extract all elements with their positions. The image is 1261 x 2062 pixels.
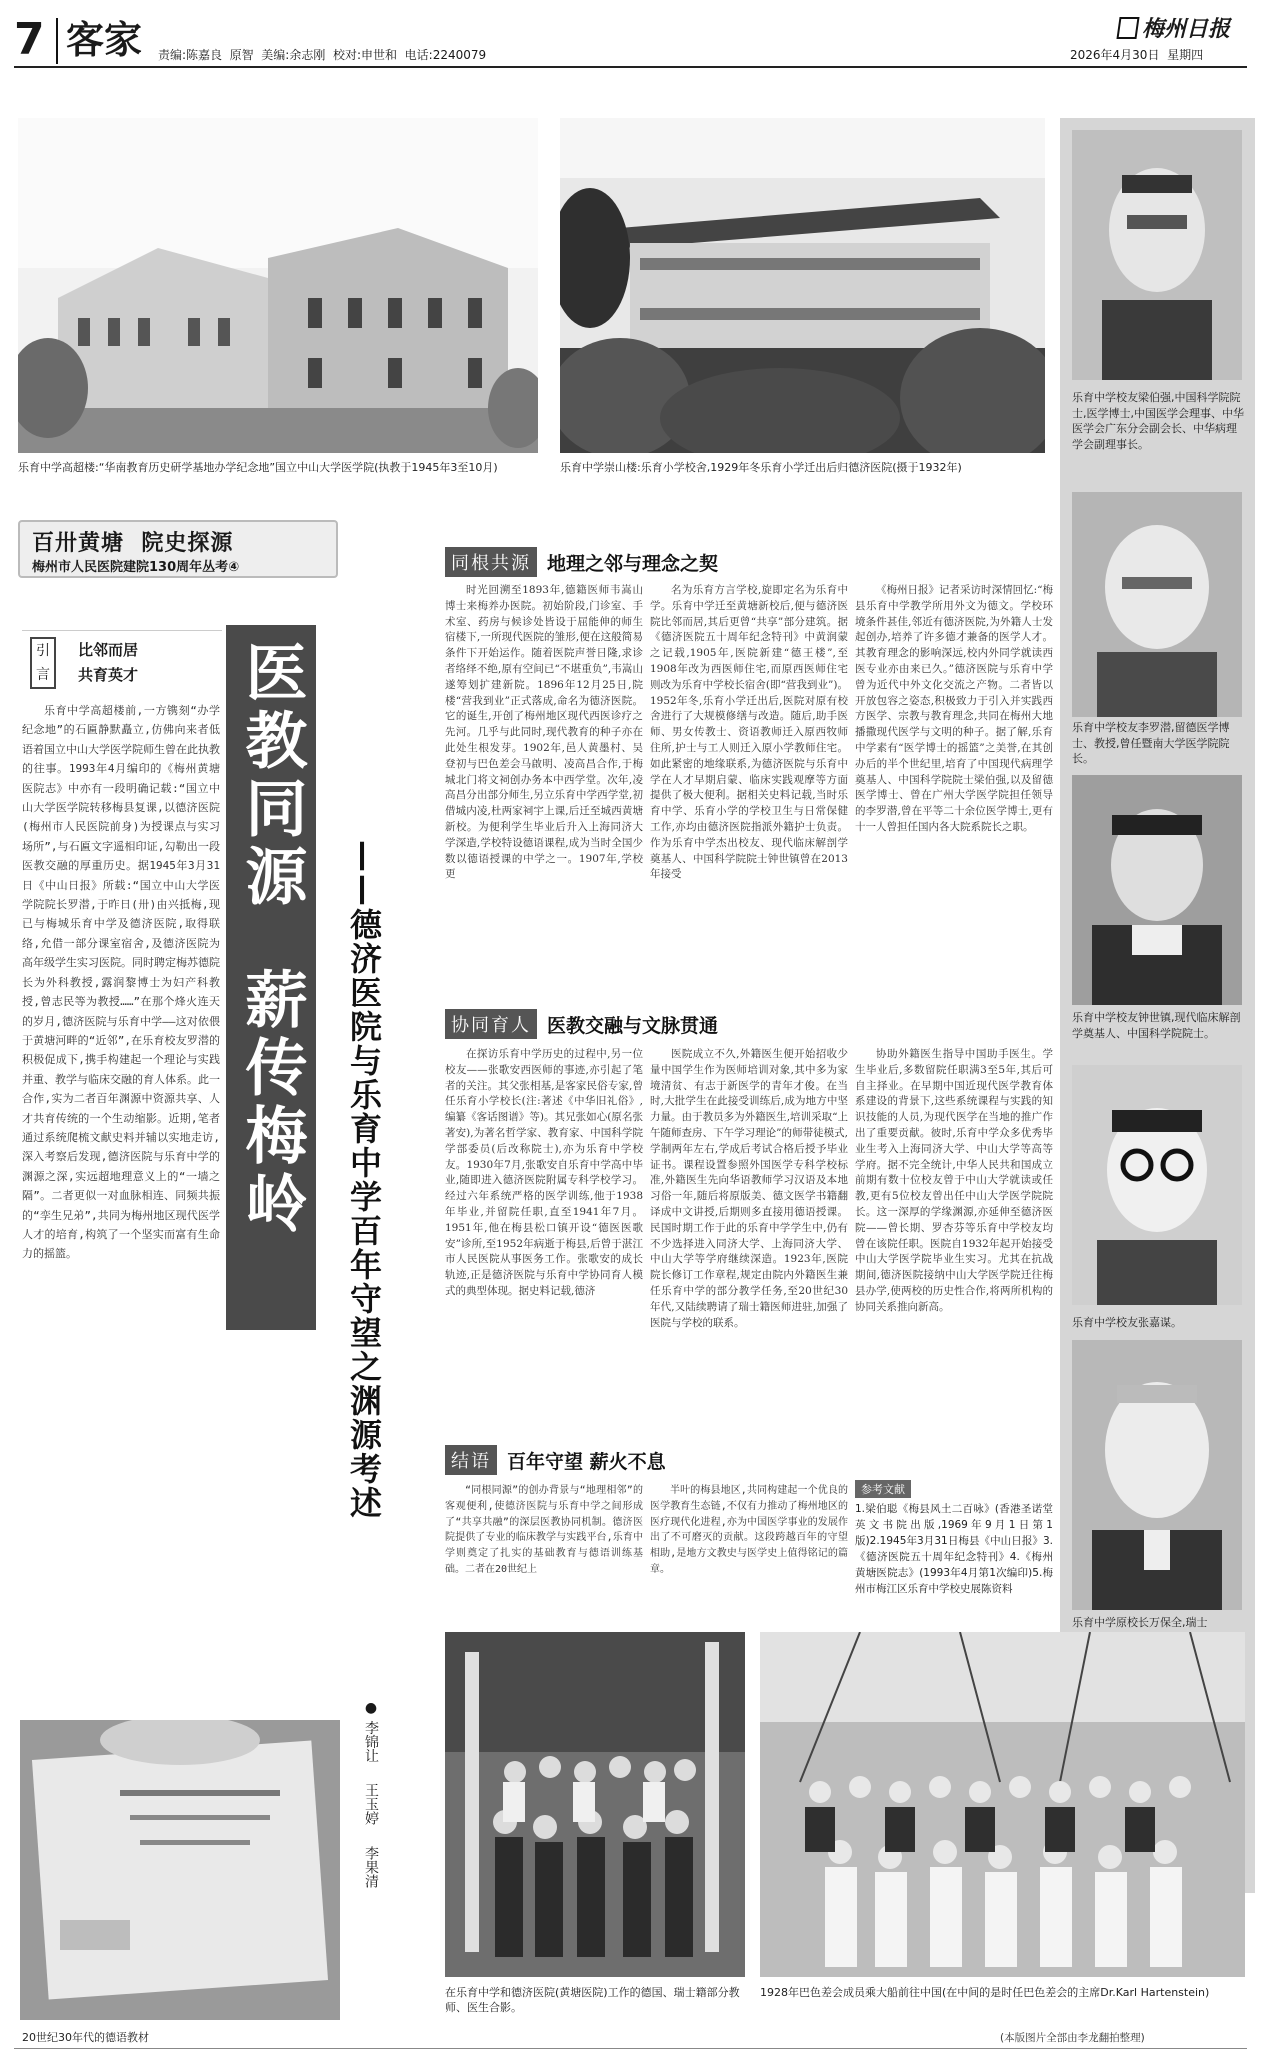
photo-credit-note: (本版图片全部由李龙翻拍整理) [1000, 2032, 1145, 2044]
photo-chongshan-building [560, 118, 1045, 453]
photo-staff-group [445, 1632, 745, 1977]
section-3-col-1 [445, 1483, 643, 1623]
series-banner [18, 520, 338, 578]
section-1-paragraph-3: 《梅州日报》记者采访时深情回忆:“梅县乐育中学教学所用外文为德文。学校环境条件甚佳,邻近有德济医院,为外籍人士发起创办,培养了许多德才兼备的医学人才。其教育理念的影响深远,校内外同学就读西医专业亦由来已久。”德济医院与乐育中学曾为近代中外文化交流之产物。二者皆以开放包容之姿态,积极致力于引入并实践西方医学、宗教与教育理念,共同在梅州大地播撒现代医学与文明的种子。据了解,乐育中学素有“医学博士的摇篮”之美誉,在其创办后的半个世纪里,培育了中国现代病理学奠基人、中国科学院院士梁伯强,以及留德医学博士、曾在广州大学医学院担任领导的李罗潜,曾在平等二十余位医学博士,更有十一人曾担任国内各大院系院长之职。 [855, 584, 1053, 833]
section-2-paragraph-3: 协助外籍医生指导中国助手医生。学生毕业后,多数留院任职满3至5年,其后可自主择业。在早期中国近现代医学教育体系建设的背景下,这些系统课程与实践的知识技能的人员,为现代医学在当地的推广作出了重要贡献。彼时,乐育中学众多优秀毕业生考入上海同济大学、中山大学等高等学府。据不完全统计,中华人民共和国成立前期有数十位校友曾于中山大学就读或任教,更有5位校友曾出任中山大学医学院院长。这一深厚的学缘渊源,亦延伸至德济医院——曾长期、罗杏芬等乐育中学校友均曾在该院任职。医院自1932年起开始接受中山大学医学院毕业生实习。尤其在抗战期间,德济医院接纳中山大学医学院迁往梅县办学,使两校的历史性合作,将两所机构的协同关系推向新高。 [855, 1048, 1053, 1313]
section-1-heading [445, 548, 718, 576]
portrait-liang-boqiang [1072, 130, 1242, 380]
portrait-caption-2: 乐育中学校友李罗潜,留德医学博士、教授,曾任暨南大学医学院院长。 [1072, 721, 1230, 765]
main-headline: 医教同源 薪传梅岭 [235, 640, 308, 1240]
section-2-paragraph-1: 在探访乐育中学历史的过程中,另一位校友——张歌安西医师的事迹,亦引起了笔者的关注。其父张相基,是客家民俗专家,曾任乐育小学校长(注:著述《中华旧礼俗》,编纂《客话图谱》等)。其兄张如心(原名张著安),为著名哲学家、教育家、中国科学院学部委员(后改称院士),亦为乐育中学校友。1930年7月,张歌安自乐育中学高中毕业,随即进入德济医院附属专科学校学习。经过六年系统严格的医学训练,他于1938年毕业,并留院任职,直至1941年7月。1951年,他在梅县松口镇开设“德医医歌安”诊所,至1952年病逝于梅县,后曾于湛江市人民医院从事医务工作。张歌安的成长轨迹,正是德济医院与乐育中学协同育人模式的典型体现。据史料记载,德济 [445, 1048, 643, 1297]
section-1-title: 地理之邻与理念之契 [547, 552, 719, 575]
references-text: 1.梁伯聪《梅县风土二百咏》(香港圣诺堂英文书院出版,1969年9月1日第1版)2.1945年3月31日梅县《中山日报》3.《德济医院五十周年纪念特刊》4.《梅州黄塘医院志》(1993年4月第1次编印)5.梅州市梅江区乐育中学校史展陈资料 [855, 1503, 1053, 1595]
masthead-logo [1118, 12, 1230, 43]
section-3-tag: 结语 [445, 1445, 497, 1475]
caption-ship-departure: 1928年巴色差会成员乘大船前往中国(在中间的是时任巴色差会的主席Dr.Karl Hartenstein) [760, 1986, 1210, 1999]
section-1-paragraph-1: 时光回溯至1893年,德籍医师韦嵩山博士来梅养办医院。初始阶段,门诊室、手术室、药房与候诊处皆设于屈能伸的师生宿楼下,一所现代医院的雏形,便在这般简易条件下开始运作。随着医院声誉日隆,求诊者络绎不绝,原有空间已“不堪重负”,韦嵩山遂筹划扩建新院。1896年12月25日,院楼“营我到业”正式落成,命名为德济医院。它的诞生,开创了梅州地区现代西医诊疗之先河。几乎与此同时,现代教育的种子亦在此处生根发芽。1902年,邑人黄墨村、吴登初与巴色差会马啟明、凌高昌合作,于梅城北门将文祠创办务本中西学堂。次年,凌高昌分出部分师生,另立乐育中学西学堂,初借城内凌,杜两家祠宇上课,后迁至城西黄塘新校。为便利学生毕业后升入上海同济大学深造,学校特设德语课程,成为当时全国少数以德语授课的中学之一。1907年,学校更 [445, 584, 643, 881]
intro-box [22, 630, 222, 1690]
section-3-title: 百年守望 薪火不息 [507, 1450, 666, 1473]
section-2-col-1 [445, 1047, 643, 1437]
section-2-col-2 [650, 1047, 848, 1437]
intro-tag [30, 637, 56, 689]
photo-gaochao-building [18, 118, 538, 453]
section-3-paragraph-2: 半叶的梅县地区,共同构建起一个优良的医学教育生态链,不仅有力推动了梅州地区的医疗现代化进程,亦为中国医学事业的发展作出了不可磨灭的贡献。这段跨越百年的守望相助,是地方文教史与医学史上值得铭记的篇章。 [650, 1485, 848, 1575]
section-3-heading [445, 1446, 666, 1474]
caption-staff-group: 在乐育中学和德济医院(黄塘医院)工作的德国、瑞士籍部分教师、医生合影。 [445, 1986, 740, 2014]
header-rule [14, 66, 1247, 68]
portrait-caption-4: 乐育中学校友张嘉谋。 [1072, 1316, 1182, 1329]
intro-tag-char-1: 引 [36, 643, 50, 659]
intro-line-1: 比邻而居 [78, 641, 139, 659]
byline-mark: ● [363, 1700, 379, 1716]
section-2-paragraph-2: 医院成立不久,外籍医生便开始招收少量中国学生作为医师培训对象,其中多为家境清贫、有志于新医学的青年才俊。在当时,大批学生在此接受训练后,成为地方中坚力量。由于教员多为外籍医生,培训采取“上午随师查房、下午学习理论”的师带徒模式,学制两年左右,学成后考试合格后授予毕业证书。课程设置参照外国医学专科学校标准,外籍医生先向华语教师学习汉语及本地习俗一年,随后将原版美、德文医学书籍翻译成中文讲授,后期则多直接用德语授课。民国时期工作于此的乐育中学学生中,仍有不少选择进入同济大学、上海同济大学、中山大学等学府继续深造。1923年,医院院长修订工作章程,规定由院内外籍医生兼任乐育中学的部分教学任务,至20世纪30年代,又陆续聘请了瑞士籍医师进驻,加强了医院与学校的联系。 [650, 1048, 848, 1329]
intro-line-2: 共育英才 [78, 666, 139, 684]
footer-rule [14, 2048, 1247, 2049]
author-3: 李果清 [363, 1846, 379, 1889]
paper-name: 梅州日报 [1142, 16, 1231, 42]
page-number: 7 [14, 14, 45, 65]
author-2: 王玉婷 [363, 1783, 379, 1826]
portrait-zhang-jiamou [1072, 1065, 1242, 1305]
intro-tag-char-2: 言 [36, 667, 50, 683]
intro-paragraph: 乐育中学高超楼前,一方镌刻“办学纪念地”的石匾静默矗立,仿佛向来者低语着国立中山大学医学院师生曾在此执教的往事。1993年4月编印的《梅州黄塘医院志》中亦有一段明确记载:“国立中山大学医学院转移梅县复课,以德济医院(梅州市人民医院前身)为授课点与实习场所”,与石匾文字遥相印证,勾勒出一段医教交融的厚重历史。据1945年3月31日《中山日报》所载:“国立中山大学医学院院长罗潜,于昨日(卅)由兴抵梅,现已与梅城乐育中学及德济医院,取得联络,允借一部分课室宿舍,及德济医院为高年级学生实习医院。同时聘定梅苏德院长为外科教授,露润黎博士为妇产科教授,曾志民等为教授……”在那个烽火连天的岁月,德济医院与乐育中学——这对依偎于黄塘河畔的“近邻”,在乐育校友罗潜的积极促成下,携手构建起一个理论与实践并重、教学与临床交融的育人体系。此一合作,实为二者百年渊源中资源共享、人才共育传统的一个生动缩影。近期,笔者通过系统爬梳文献史料并辅以实地走访,深入考察后发现,德济医院与乐育中学的渊源之深,实远超地理意义上的“一墙之隔”。二者更似一对血脉相连、同频共振的“孪生兄弟”,共同为梅州地区现代医学人才的培育,构筑了一个坚实而富有生命力的摇篮。 [22, 704, 220, 1261]
byline [355, 1700, 383, 1960]
photo-german-textbook [20, 1720, 340, 2020]
section-3-paragraph-1: “同根同源”的创办背景与“地理相邻”的客观便利,使德济医院与乐育中学之间形成了“共享共融”的深层医教协同机制。德济医院提供了专业的临床教学与实践平台,乐育中学则奠定了扎实的基础教育与德语训练基础。二者在20世纪上 [445, 1485, 643, 1575]
caption-chongshan-building: 乐育中学崇山楼:乐育小学校舍,1929年冬乐育小学迁出后归德济医院(摄于1932年) [560, 461, 962, 474]
series-subtitle: 梅州市人民医院建院130周年丛考④ [32, 560, 240, 575]
caption-gaochao-building: 乐育中学高超楼:“华南教育历史研学基地办学纪念地”国立中山大学医学院(执教于1945年3至10月) [18, 461, 498, 474]
portrait-caption-5: 乐育中学原校长万保全,瑞士 [1072, 1616, 1208, 1629]
logo-mark-icon [1116, 17, 1139, 39]
section-3-col-2 [650, 1483, 848, 1623]
section-1-paragraph-2: 名为乐育方言学校,旋即定名为乐育中学。乐育中学迁至黄塘新校后,便与德济医院比邻而居,其后更曾“共享”部分建筑。据《德济医院五十周年纪念特刊》中黄润蒙之记载,1905年,医院新建“德王楼”,至1908年改为西医师住宅,而原西医师住宅则改为乐育中学校长宿舍(即“营我到业”)。1952年冬,乐育小学迁出后,医院对原有校舍进行了大规模修缮与改造。随后,助手医师、男女传教士、资语教师迁入原西牧师住所,护士与工人则迁入原小学教师住宅。如此紧密的地缘联系,为德济医院与乐育中学在人才早期启蒙、临床实践观摩等方面提供了极大便利。据相关史料记载,当时乐育中学、乐育小学的学校卫生与日常保健工作,亦均由德济医院指派外籍护士负责。作为乐育中学杰出校友、现代临床解剖学奠基人、中国科学院院士钟世镇曾在2013年接受 [650, 584, 848, 881]
author-1: 李锦让 [363, 1720, 379, 1763]
section-1-col-3 [855, 583, 1053, 1003]
header-divider [56, 18, 58, 64]
photo-ship-departure [760, 1632, 1245, 1977]
section-1-tag: 同根共源 [445, 547, 537, 577]
portrait-caption-3: 乐育中学校友钟世镇,现代临床解剖学奠基人、中国科学院院士。 [1072, 1011, 1241, 1040]
credits: 责编:陈嘉良 原智 美编:余志刚 校对:申世和 电话:2240079 [158, 48, 487, 62]
section-2-col-3 [855, 1047, 1053, 1437]
portrait-li-luoqian [1072, 492, 1242, 717]
section-2-heading [445, 1010, 718, 1038]
portrait-caption-1: 乐育中学校友梁伯强,中国科学院院士,医学博士,中国医学会理事、中华医学会广东分会副会长、中华病理学会副理事长。 [1072, 391, 1244, 451]
issue-date: 2026年4月30日 星期四 [1070, 48, 1204, 62]
portrait-wan-baoquan [1072, 1340, 1242, 1610]
caption-german-textbook: 20世纪30年代的德语教材 [22, 2031, 149, 2044]
intro-text [22, 701, 220, 1686]
series-title: 百卅黄塘 院史探源 [32, 531, 234, 556]
portrait-zhong-shizhen [1072, 775, 1242, 1005]
references-box [855, 1478, 1053, 1628]
section-1-col-1 [445, 583, 643, 1003]
section-1-col-2 [650, 583, 848, 1003]
section-name: 客家 [66, 18, 143, 62]
references-heading: 参考文献 [855, 1480, 911, 1498]
sub-headline: ——德济医院与乐育中学百年守望之渊源考述 [345, 840, 383, 1520]
section-2-title: 医教交融与文脉贯通 [547, 1014, 719, 1037]
section-2-tag: 协同育人 [445, 1009, 537, 1039]
